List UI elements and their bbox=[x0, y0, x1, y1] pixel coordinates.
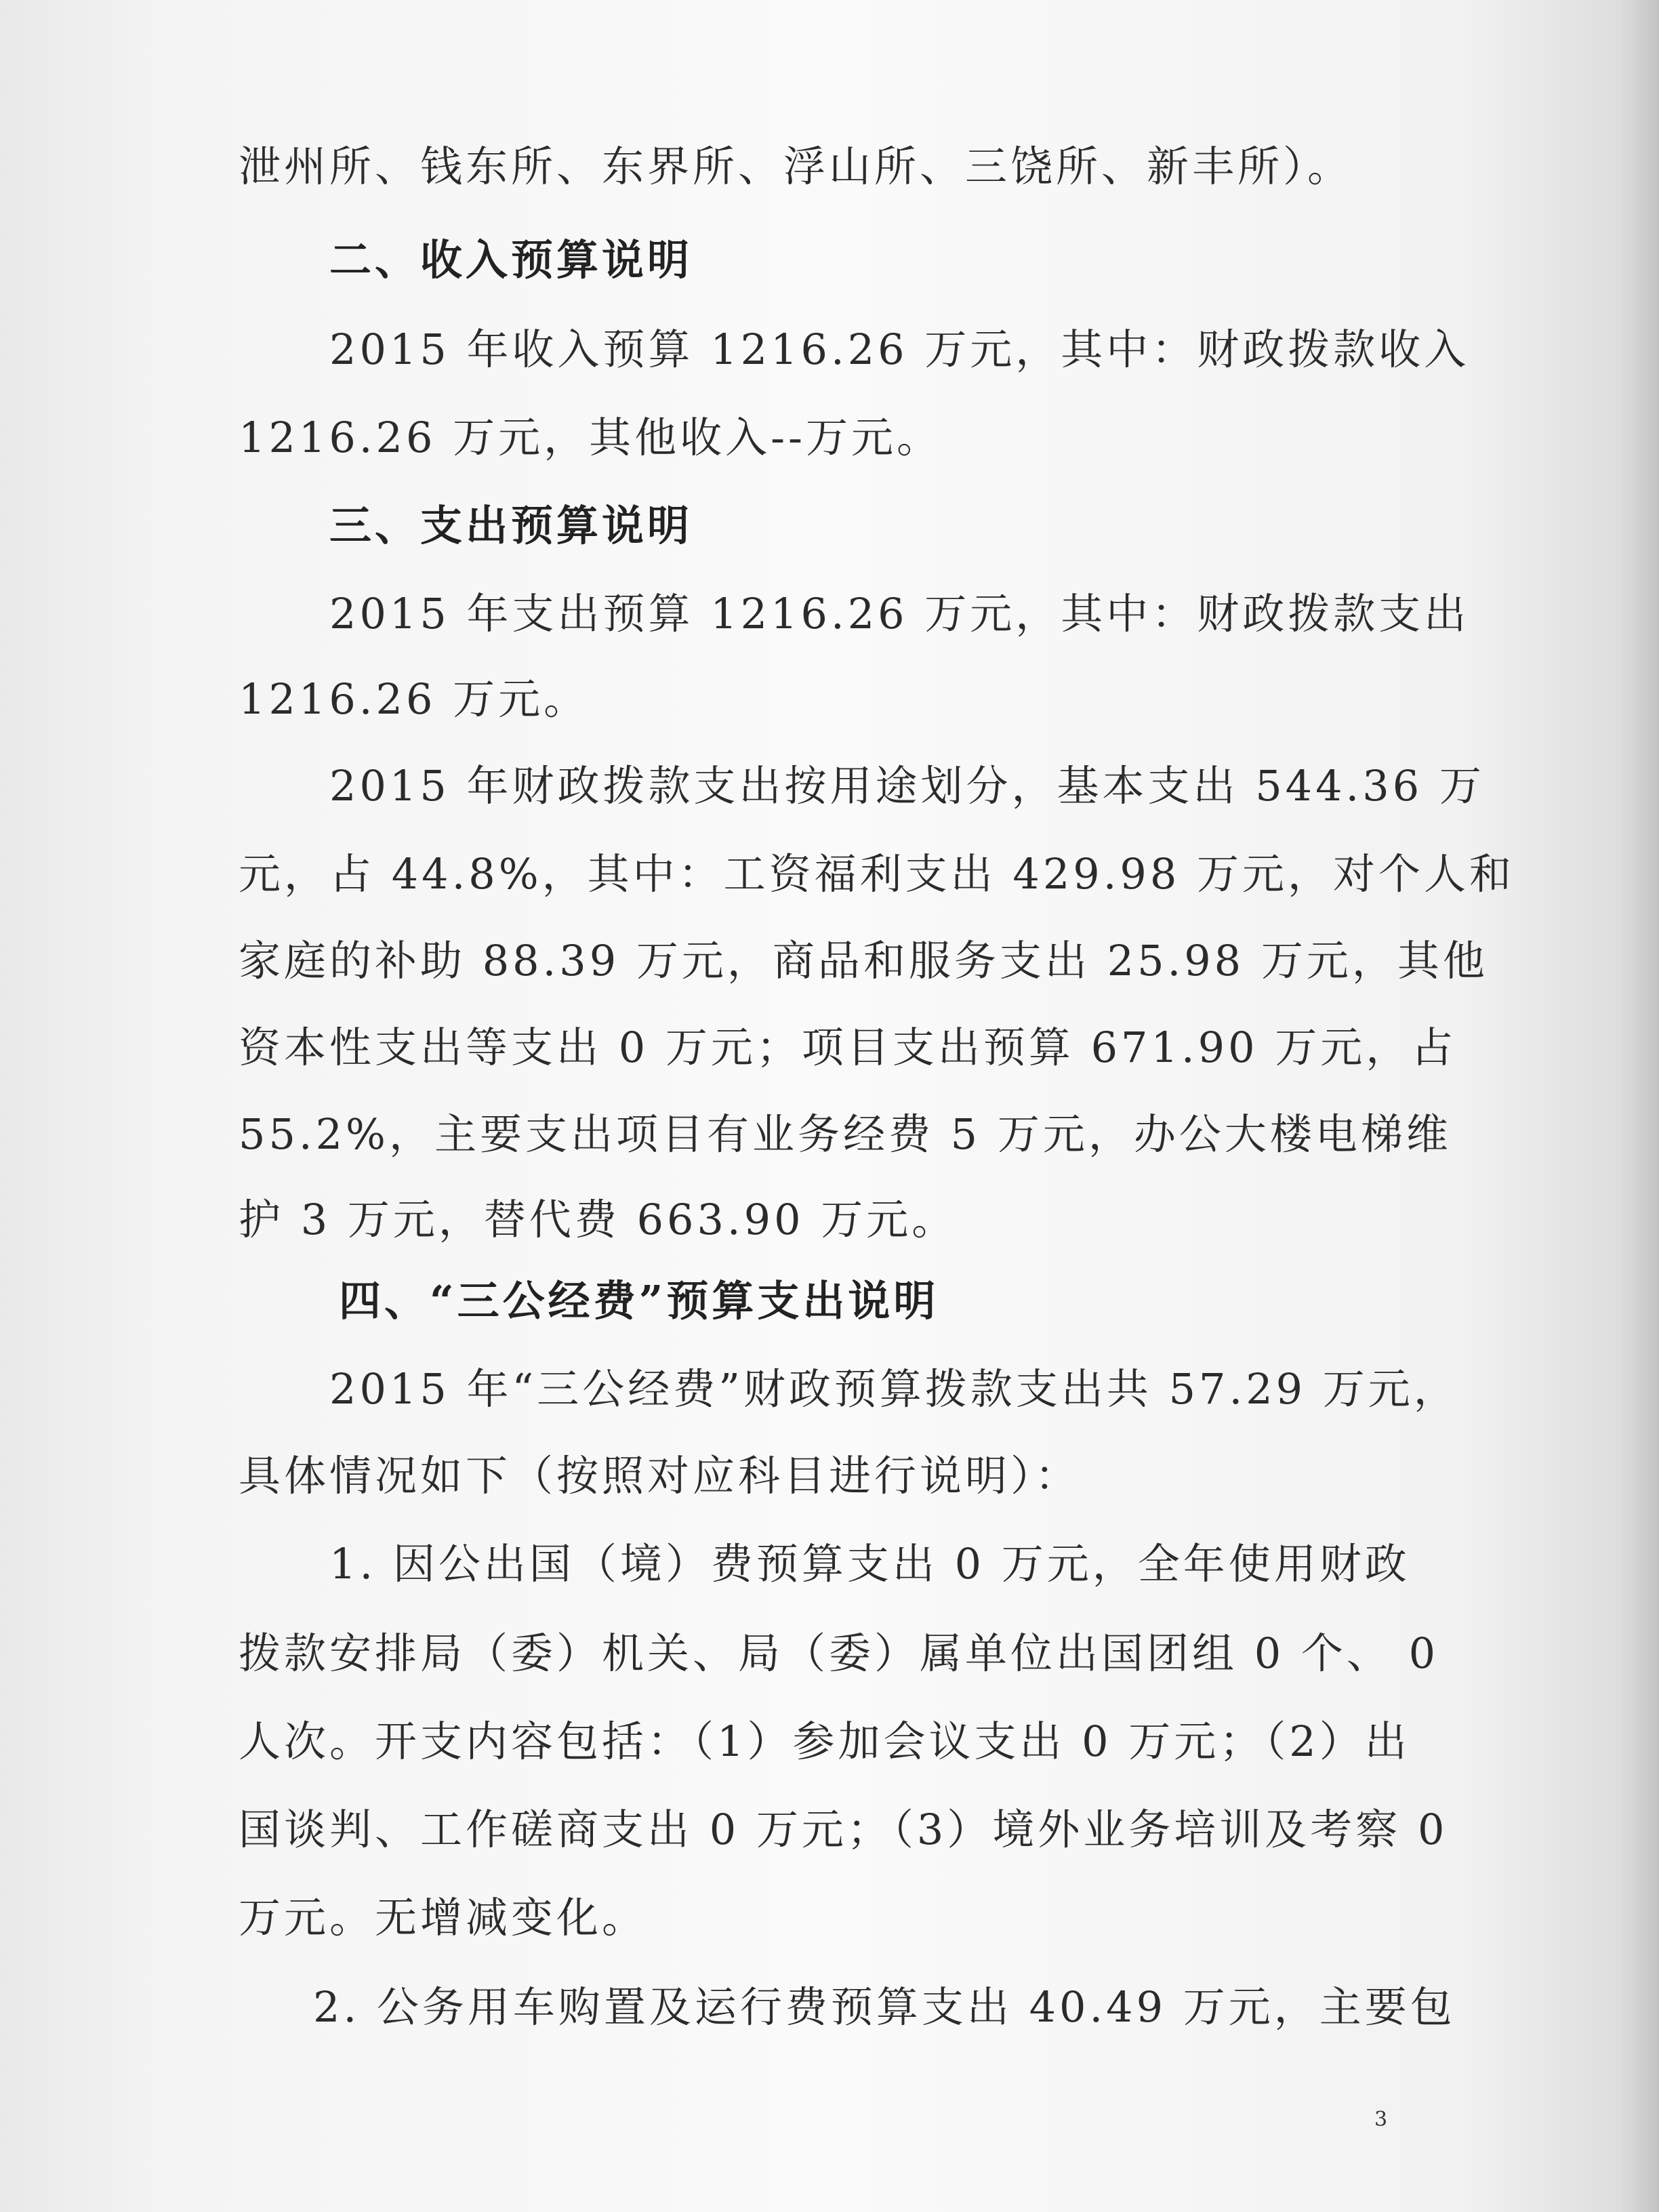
body-text-line: 2015 年收入预算 1216.26 万元，其中：财政拨款收入 bbox=[329, 325, 1470, 374]
body-text-line: 1. 因公出国（境）费预算支出 0 万元，全年使用财政 bbox=[329, 1539, 1410, 1589]
body-text-line: 55.2%，主要支出项目有业务经费 5 万元，办公大楼电梯维 bbox=[239, 1109, 1452, 1159]
body-text-line: 1216.26 万元，其他收入--万元。 bbox=[239, 413, 942, 462]
body-text-line: 家庭的补助 88.39 万元，商品和服务支出 25.98 万元，其他 bbox=[239, 936, 1488, 985]
body-text-line: 人次。开支内容包括：（1）参加会议支出 0 万元；（2）出 bbox=[239, 1717, 1410, 1766]
section-heading: 四、“三公经费”预算支出说明 bbox=[339, 1276, 939, 1326]
body-text-line: 泄州所、钱东所、东界所、浮山所、三饶所、新丰所）。 bbox=[239, 142, 1353, 191]
body-text-line: 拨款安排局（委）机关、局（委）属单位出国团组 0 个、 0 bbox=[239, 1629, 1439, 1678]
body-text-line: 2015 年财政拨款支出按用途划分，基本支出 544.36 万 bbox=[329, 761, 1485, 811]
body-text-line: 万元。无增减变化。 bbox=[239, 1893, 648, 1942]
body-text-line: 护 3 万元，替代费 663.90 万元。 bbox=[239, 1195, 958, 1244]
body-text-line: 具体情况如下（按照对应科目进行说明）： bbox=[239, 1451, 1081, 1500]
body-text-line: 1216.26 万元。 bbox=[239, 674, 590, 724]
body-text-line: 元，占 44.8%，其中：工资福利支出 429.98 万元，对个人和 bbox=[239, 849, 1515, 899]
body-text-line: 2015 年支出预算 1216.26 万元，其中：财政拨款支出 bbox=[329, 589, 1470, 638]
body-text-line: 资本性支出等支出 0 万元；项目支出预算 671.90 万元，占 bbox=[239, 1023, 1457, 1072]
page-number: 3 bbox=[1374, 2108, 1388, 2131]
page-edge-shadow bbox=[1618, 0, 1659, 2212]
section-heading: 二、收入预算说明 bbox=[329, 235, 693, 285]
body-text-line: 2. 公务用车购置及运行费预算支出 40.49 万元，主要包 bbox=[313, 1982, 1456, 2032]
section-heading: 三、支出预算说明 bbox=[329, 501, 693, 550]
body-text-line: 2015 年“三公经费”财政预算拨款支出共 57.29 万元， bbox=[329, 1364, 1459, 1414]
body-text-line: 国谈判、工作磋商支出 0 万元；（3）境外业务培训及考察 0 bbox=[239, 1805, 1448, 1854]
